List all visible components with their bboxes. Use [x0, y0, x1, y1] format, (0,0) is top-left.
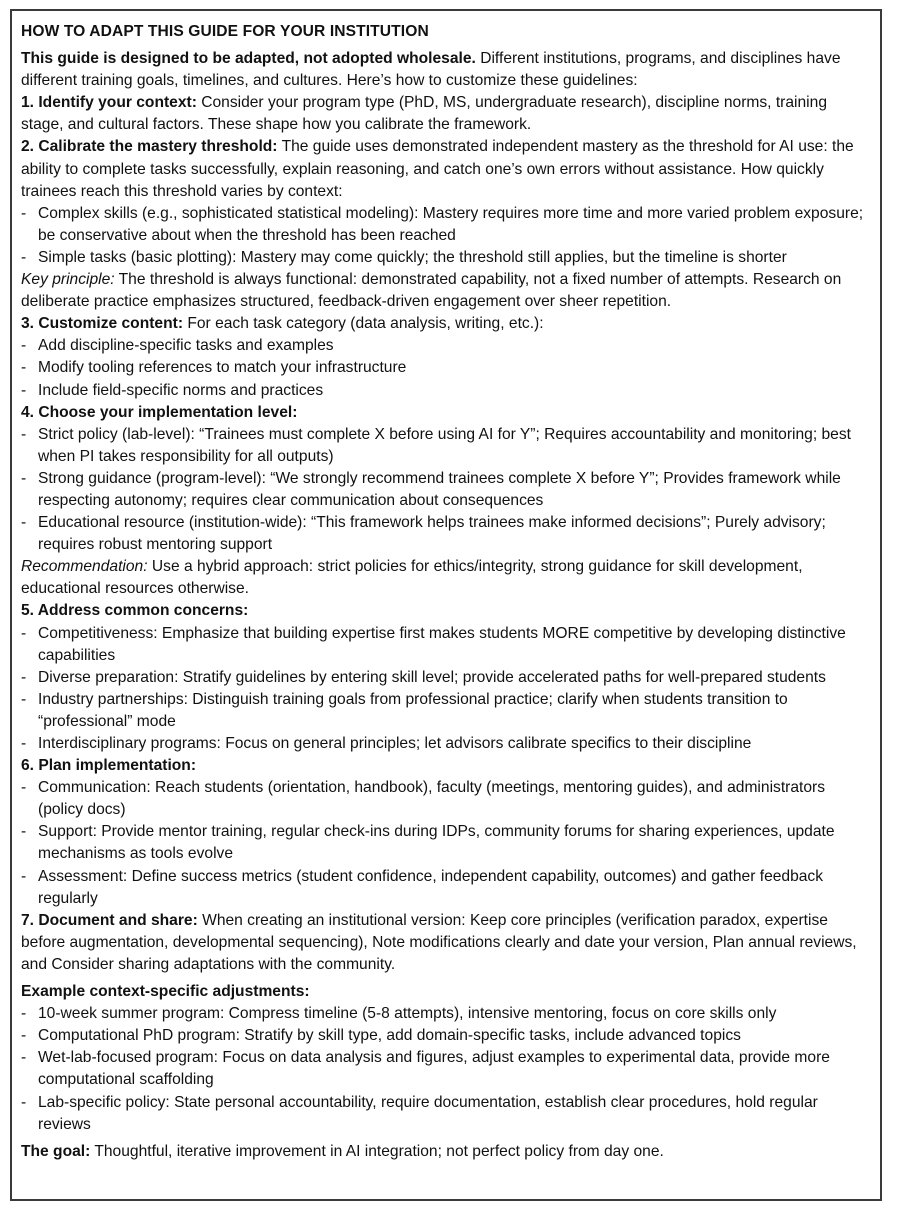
- examples-list: [21, 1003, 871, 1136]
- section-6-heading: 6. Plan implementation:: [21, 757, 197, 775]
- section-1: [21, 92, 871, 136]
- list-item: - Computational PhD program: Stratify by skill type, add domain-specific tasks, include advanced topics: [21, 1025, 871, 1047]
- list-item: - Wet-lab-focused program: Focus on data analysis and figures, adjust examples to experimental data, provide more computational scaffolding: [21, 1047, 871, 1091]
- section-7-text: When creating an institutional version: Keep core principles (verification paradox, expertise before augmentation, developmental sequencing), Note modifications clearly and date your version, Plan annual reviews, and Consider sharing adaptations with the community.: [21, 911, 857, 973]
- section-5-heading: 5. Address common concerns:: [21, 602, 249, 620]
- examples-heading: [21, 981, 871, 1003]
- section-3-heading: 3. Customize content:: [21, 315, 184, 333]
- section-2-text: The guide uses demonstrated independent mastery as the threshold for AI use: the ability to complete tasks successfully, explain reasoning, and catch one’s own errors without assistance. How quickly trainees reach this threshold varies by context:: [21, 138, 854, 200]
- recommendation: [21, 556, 871, 600]
- list-item: - Educational resource (institution-wide): “This framework helps trainees make informed decisions”; Purely advisory; requires robust mentoring support: [21, 512, 871, 556]
- guide-panel: [10, 9, 882, 1201]
- section-4: [21, 402, 871, 424]
- recommendation-text: Use a hybrid approach: strict policies for ethics/integrity, strong guidance for skill development, educational resources otherwise.: [21, 558, 803, 598]
- list-item: - Simple tasks (basic plotting): Mastery may come quickly; the threshold still applies, but the timeline is shorter: [21, 247, 871, 269]
- section-1-heading: 1. Identify your context:: [21, 94, 197, 112]
- list-item: - Support: Provide mentor training, regular check-ins during IDPs, community forums for sharing experiences, update mechanisms as tools evolve: [21, 821, 871, 865]
- list-item: - Modify tooling references to match your infrastructure: [21, 357, 871, 379]
- intro-paragraph: [21, 48, 871, 92]
- intro-lead: This guide is designed to be adapted, not adopted wholesale.: [21, 50, 476, 68]
- list-item: - Include field-specific norms and practices: [21, 380, 871, 402]
- key-principle: [21, 269, 871, 313]
- list-item: - Strong guidance (program-level): “We strongly recommend trainees complete X before Y”; Provides framework while respecting autonomy; requires clear communication about consequences: [21, 468, 871, 512]
- list-item: - Lab-specific policy: State personal accountability, require documentation, establish clear procedures, hold regular reviews: [21, 1092, 871, 1136]
- list-item: - Competitiveness: Emphasize that building expertise first makes students MORE competitive by developing distinctive capabilities: [21, 623, 871, 667]
- goal-label: The goal:: [21, 1142, 91, 1160]
- section-6-list: [21, 777, 871, 910]
- list-item: - 10-week summer program: Compress timeline (5-8 attempts), intensive mentoring, focus on core skills only: [21, 1003, 871, 1025]
- list-item: - Add discipline-specific tasks and examples: [21, 335, 871, 357]
- key-principle-label: Key principle:: [21, 271, 115, 289]
- examples-heading-text: Example context-specific adjustments:: [21, 983, 310, 1001]
- section-4-list: [21, 424, 871, 557]
- key-principle-text: The threshold is always functional: demonstrated capability, not a fixed number of attempts. Research on deliberate practice emphasizes structured, feedback-driven engagement over sheer repetition.: [21, 271, 842, 311]
- section-2-list: [21, 203, 871, 269]
- section-7-heading: 7. Document and share:: [21, 911, 198, 929]
- section-1-text: Consider your program type (PhD, MS, undergraduate research), discipline norms, training stage, and cultural factors. These shape how you calibrate the framework.: [21, 94, 827, 134]
- goal-text: Thoughtful, iterative improvement in AI integration; not perfect policy from day one.: [90, 1142, 664, 1160]
- section-6: [21, 755, 871, 777]
- list-item: - Communication: Reach students (orientation, handbook), faculty (meetings, mentoring guides), and administrators (policy docs): [21, 777, 871, 821]
- section-3: [21, 313, 871, 335]
- section-5-list: [21, 623, 871, 756]
- section-4-heading: 4. Choose your implementation level:: [21, 403, 298, 421]
- section-5: [21, 600, 871, 622]
- list-item: - Complex skills (e.g., sophisticated statistical modeling): Mastery requires more time and more varied problem exposure; be conservative about when the threshold has been reached: [21, 203, 871, 247]
- recommendation-label: Recommendation:: [21, 558, 148, 576]
- goal-statement: [21, 1141, 871, 1163]
- list-item: - Industry partnerships: Distinguish training goals from professional practice; clarify when students transition to “professional” mode: [21, 689, 871, 733]
- page-title: HOW TO ADAPT THIS GUIDE FOR YOUR INSTITUTION: [21, 23, 429, 40]
- list-item: - Strict policy (lab-level): “Trainees must complete X before using AI for Y”; Requires accountability and monitoring; best when PI takes responsibility for all outputs): [21, 424, 871, 468]
- section-7: [21, 910, 871, 976]
- section-3-text: For each task category (data analysis, writing, etc.):: [183, 315, 544, 333]
- list-item: - Assessment: Define success metrics (student confidence, independent capability, outcomes) and gather feedback regularly: [21, 866, 871, 910]
- section-2-heading: 2. Calibrate the mastery threshold:: [21, 138, 278, 156]
- list-item: - Diverse preparation: Stratify guidelines by entering skill level; provide accelerated paths for well-prepared students: [21, 667, 871, 689]
- section-3-list: [21, 335, 871, 401]
- intro-text: Different institutions, programs, and disciplines have different training goals, timelines, and cultures. Here’s how to customize these guidelines:: [21, 50, 841, 90]
- section-2: [21, 136, 871, 202]
- list-item: - Interdisciplinary programs: Focus on general principles; let advisors calibrate specifics to their discipline: [21, 733, 871, 755]
